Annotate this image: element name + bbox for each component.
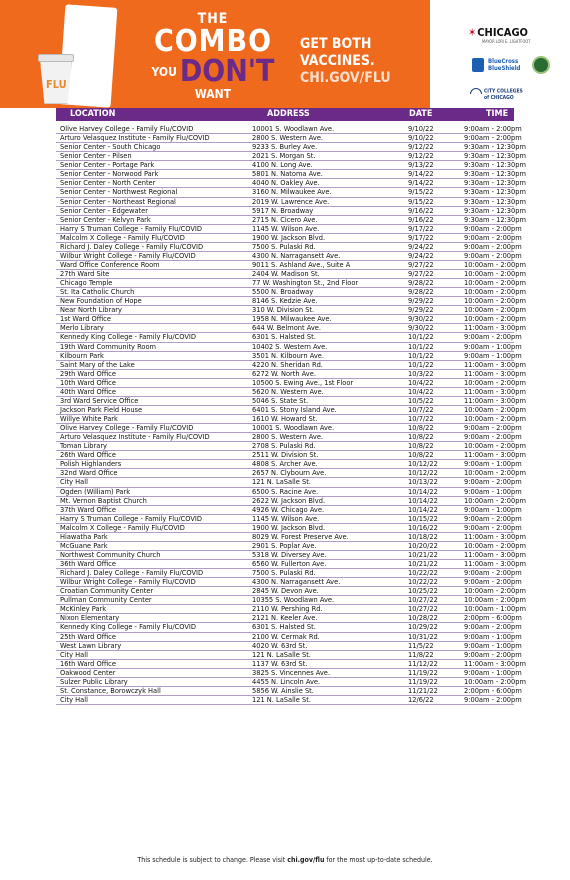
row-time: 9:00am - 2:00pm [464, 124, 522, 133]
row-location: West Lawn Library [60, 640, 122, 650]
bcbs-line2: BlueShield [488, 65, 521, 72]
row-location: Senior Center - Pilsen [60, 151, 132, 161]
row-date: 10/4/22 [408, 377, 434, 387]
row-address: 2110 W. Pershing Rd. [252, 604, 323, 614]
row-location: Senior Center - Northeast Regional [60, 196, 176, 206]
row-address: 8146 S. Kedzie Ave. [252, 296, 318, 306]
row-location: Arturo Velasquez Institute - Family Flu/COVID [60, 133, 210, 143]
row-location: Richard J. Daley College - Family Flu/COVID [60, 568, 204, 578]
row-date: 9/16/22 [408, 214, 434, 224]
row-time: 9:00am - 2:00pm [464, 232, 522, 242]
row-location: Wilbur Wright College - Family Flu/COVID [60, 250, 196, 260]
row-location: City Hall [60, 649, 88, 659]
county-seal-icon [532, 56, 550, 74]
row-address: 3825 S. Vincennes Ave. [252, 667, 331, 677]
row-address: 644 W. Belmont Ave. [252, 323, 321, 333]
row-date: 11/5/22 [408, 640, 434, 650]
row-time: 9:00am - 2:00pm [464, 250, 522, 260]
row-time: 9:30am - 12:30pm [464, 160, 526, 170]
row-time: 10:00am - 2:00pm [464, 414, 526, 423]
row-time: 9:00am - 1:00pm [464, 459, 522, 469]
row-address: 2021 S. Morgan St. [252, 151, 316, 161]
row-date: 10/8/22 [408, 423, 434, 433]
row-time: 10:00am - 2:00pm [464, 586, 526, 596]
row-address: 6301 S. Halsted St. [252, 332, 316, 342]
row-date: 9/30/22 [408, 314, 434, 324]
row-date: 10/21/22 [408, 549, 438, 559]
chicago-logo [468, 26, 530, 44]
row-location: Oakwood Center [60, 667, 116, 677]
row-location: Near North Library [60, 305, 122, 315]
row-date: 9/29/22 [408, 305, 434, 315]
row-time: 9:30am - 12:30pm [464, 187, 526, 197]
row-date: 10/29/22 [408, 622, 438, 632]
row-address: 4808 S. Archer Ave. [252, 459, 318, 469]
row-location: 19th Ward Community Room [60, 341, 156, 351]
row-location: Pullman Community Center [60, 595, 152, 605]
footer-note [0, 856, 570, 864]
row-date: 11/19/22 [408, 667, 438, 677]
row-address: 6500 S. Racine Ave. [252, 486, 319, 496]
row-date: 10/16/22 [408, 522, 438, 532]
row-address: 2100 W. Cermak Rd. [252, 631, 320, 641]
row-time: 9:00am - 2:00pm [464, 522, 522, 532]
row-date: 10/12/22 [408, 468, 438, 478]
row-location: Wilbur Wright College - Family Flu/COVID [60, 577, 196, 587]
row-time: 10:00am - 2:00pm [464, 287, 526, 297]
row-date: 10/7/22 [408, 414, 434, 423]
row-time: 9:00am - 1:00pm [464, 350, 522, 360]
row-time: 11:00am - 3:00pm [464, 323, 526, 333]
row-location: Merlo Library [60, 323, 104, 333]
row-location: Northwest Community Church [60, 549, 161, 559]
row-address: 77 W. Washington St., 2nd Floor [252, 278, 359, 288]
row-date: 10/1/22 [408, 341, 434, 351]
row-location: Willye White Park [60, 414, 118, 423]
row-time: 9:30am - 12:30pm [464, 142, 526, 152]
row-location: Jackson Park Field House [60, 404, 143, 414]
row-time: 9:00am - 1:00pm [464, 504, 522, 514]
row-location: Senior Center - Portage Park [60, 160, 155, 170]
row-time: 9:30am - 12:30pm [464, 151, 526, 161]
row-address: 2121 N. Keeler Ave. [252, 613, 318, 623]
banner [0, 0, 570, 108]
header-time: TIME [486, 109, 509, 119]
row-time: 9:30am - 12:30pm [464, 196, 526, 206]
chicago-star-icon: ✶ [468, 26, 477, 39]
row-time: 10:00am - 2:00pm [464, 296, 526, 306]
row-location: 29th Ward Office [60, 368, 116, 378]
row-address: 4020 W. 63rd St. [252, 640, 308, 650]
row-address: 5046 S. State St. [252, 395, 309, 405]
row-address: 2708 S. Pulaski Rd. [252, 441, 316, 451]
row-location: Senior Center - North Center [60, 178, 156, 188]
banner-orange-panel [0, 0, 430, 108]
row-address: 7500 S. Pulaski Rd. [252, 568, 316, 578]
row-time: 9:00am - 2:00pm [464, 241, 522, 251]
row-time: 9:00am - 1:00pm [464, 341, 522, 351]
row-address: 4300 N. Narragansett Ave. [252, 250, 341, 260]
row-time: 10:00am - 2:00pm [464, 314, 526, 324]
row-date: 9/12/22 [408, 142, 434, 152]
row-address: 10402 S. Western Ave. [252, 341, 328, 351]
row-address: 121 N. LaSalle St. [252, 477, 311, 487]
row-date: 10/5/22 [408, 395, 434, 405]
row-date: 9/10/22 [408, 124, 434, 133]
row-address: 10001 S. Woodlawn Ave. [252, 124, 335, 133]
row-date: 10/1/22 [408, 359, 434, 369]
row-date: 10/14/22 [408, 495, 438, 505]
row-date: 9/29/22 [408, 296, 434, 306]
row-address: 5318 W. Diversey Ave. [252, 549, 327, 559]
row-time: 9:30am - 12:30pm [464, 169, 526, 179]
row-address: 5801 N. Natoma Ave. [252, 169, 323, 179]
vaccines-line: VACCINES. [300, 53, 375, 69]
header-location: LOCATION [70, 109, 116, 119]
row-date: 10/3/22 [408, 368, 434, 378]
row-date: 10/15/22 [408, 513, 438, 523]
row-location: Senior Center - Northwest Regional [60, 187, 178, 197]
row-date: 9/17/22 [408, 232, 434, 242]
row-time: 10:00am - 2:00pm [464, 269, 526, 278]
row-time: 9:00am - 2:00pm [464, 133, 522, 143]
row-address: 2901 S. Poplar Ave. [252, 540, 317, 550]
row-address: 10001 S. Woodlawn Ave. [252, 423, 335, 433]
row-address: 6401 S. Stony Island Ave. [252, 404, 337, 414]
row-address: 2800 S. Western Ave. [252, 432, 324, 442]
row-address: 10355 S. Woodlawn Ave. [252, 595, 335, 605]
row-time: 9:30am - 12:30pm [464, 178, 526, 188]
row-address: 4300 N. Narragansett Ave. [252, 577, 341, 587]
row-location: Ogden (William) Park [60, 486, 131, 496]
row-date: 9/27/22 [408, 259, 434, 269]
row-date: 9/14/22 [408, 178, 434, 188]
row-location: Olive Harvey College - Family Flu/COVID [60, 423, 194, 433]
row-address: 2715 N. Cicero Ave. [252, 214, 318, 224]
bcbs-logo-text [488, 58, 520, 72]
row-date: 10/14/22 [408, 486, 438, 496]
bcbs-line1: BlueCross [488, 58, 519, 65]
row-location: Sulzer Public Library [60, 676, 128, 686]
row-date: 9/15/22 [408, 187, 434, 197]
row-location: 27th Ward Site [60, 269, 110, 278]
schedule-table [56, 124, 526, 705]
get-both-text [300, 36, 428, 87]
row-time: 10:00am - 2:00pm [464, 595, 526, 605]
row-location: Hiawatha Park [60, 531, 108, 541]
row-address: 3501 N. Kilbourn Ave. [252, 350, 324, 360]
row-location: Mt. Vernon Baptist Church [60, 495, 147, 505]
table-row [56, 694, 522, 705]
row-time: 2:00pm - 6:00pm [464, 685, 522, 695]
headline-you: YOU [151, 65, 177, 79]
row-time: 11:00am - 3:00pm [464, 658, 526, 668]
row-time: 9:00am - 1:00pm [464, 486, 522, 496]
row-date: 10/21/22 [408, 559, 438, 568]
row-time: 9:30am - 12:30pm [464, 214, 526, 224]
row-location: Polish Highlanders [60, 459, 122, 469]
row-date: 9/28/22 [408, 278, 434, 288]
row-time: 11:00am - 3:00pm [464, 359, 526, 369]
row-time: 9:00am - 1:00pm [464, 631, 522, 641]
row-address: 2511 W. Division St. [252, 450, 319, 460]
row-date: 10/8/22 [408, 441, 434, 451]
row-date: 10/28/22 [408, 613, 438, 623]
row-time: 11:00am - 3:00pm [464, 559, 526, 568]
row-date: 10/14/22 [408, 504, 438, 514]
row-address: 6560 W. Fullerton Ave. [252, 559, 327, 568]
row-date: 9/24/22 [408, 250, 434, 260]
row-date: 9/30/22 [408, 323, 434, 333]
row-address: 4100 N. Long Ave. [252, 160, 313, 170]
row-date: 10/13/22 [408, 477, 438, 487]
bcbs-shield-icon [472, 58, 484, 72]
cup-lid [38, 54, 74, 62]
row-date: 11/19/22 [408, 676, 438, 686]
row-location: Croatian Community Center [60, 586, 154, 596]
row-address: 8029 W. Forest Preserve Ave. [252, 531, 349, 541]
header-address: ADDRESS [267, 109, 310, 119]
row-date: 10/22/22 [408, 577, 438, 587]
row-location: Senior Center - South Chicago [60, 142, 161, 152]
row-location: Harry S Truman College - Family Flu/COVID [60, 223, 202, 233]
row-time: 9:00am - 2:00pm [464, 649, 522, 659]
row-time: 11:00am - 3:00pm [464, 531, 526, 541]
row-address: 6272 W. North Ave. [252, 368, 316, 378]
row-date: 10/7/22 [408, 404, 434, 414]
row-address: 10500 S. Ewing Ave., 1st Floor [252, 377, 354, 387]
row-time: 9:00am - 1:00pm [464, 667, 522, 677]
row-address: 2019 W. Lawrence Ave. [252, 196, 330, 206]
row-address: 4220 N. Sheridan Rd. [252, 359, 323, 369]
row-time: 11:00am - 3:00pm [464, 386, 526, 396]
chicago-logo-subtitle: MAYOR LORI E. LIGHTFOOT [482, 39, 531, 44]
row-time: 9:00am - 2:00pm [464, 568, 522, 578]
row-location: Kennedy King College - Family Flu/COVID [60, 332, 197, 342]
row-date: 9/12/22 [408, 151, 434, 161]
row-date: 10/4/22 [408, 386, 434, 396]
row-date: 10/8/22 [408, 432, 434, 442]
headline-want: WANT [194, 87, 232, 101]
row-address: 2800 S. Western Ave. [252, 133, 324, 143]
footer-after: for the most up-to-date schedule. [324, 856, 433, 864]
row-time: 10:00am - 2:00pm [464, 305, 526, 315]
row-date: 10/12/22 [408, 459, 438, 469]
row-address: 1145 W. Wilson Ave. [252, 513, 320, 523]
row-time: 10:00am - 1:00pm [464, 604, 526, 614]
row-time: 10:00am - 2:00pm [464, 495, 526, 505]
row-location: 3rd Ward Service Office [60, 395, 139, 405]
row-address: 9011 S. Ashland Ave., Suite A [252, 259, 351, 269]
row-time: 11:00am - 3:00pm [464, 549, 526, 559]
footer-link[interactable]: chi.gov/flu [287, 856, 325, 864]
row-date: 9/14/22 [408, 169, 434, 179]
row-date: 11/12/22 [408, 658, 438, 668]
row-time: 9:00am - 1:00pm [464, 640, 522, 650]
row-time: 9:00am - 2:00pm [464, 423, 522, 433]
row-time: 10:00am - 2:00pm [464, 441, 526, 451]
row-location: St. Ita Catholic Church [60, 287, 135, 297]
row-time: 11:00am - 3:00pm [464, 395, 526, 405]
row-time: 10:00am - 2:00pm [464, 278, 526, 288]
row-time: 10:00am - 2:00pm [464, 540, 526, 550]
row-location: Senior Center - Norwood Park [60, 169, 159, 179]
row-location: Harry S Truman College - Family Flu/COVID [60, 513, 202, 523]
row-address: 5856 W. Ainslie St. [252, 685, 314, 695]
row-time: 9:00am - 2:00pm [464, 694, 522, 704]
row-address: 5500 N. Broadway [252, 287, 314, 297]
row-address: 6301 S. Halsted St. [252, 622, 316, 632]
row-date: 11/8/22 [408, 649, 434, 659]
row-date: 10/8/22 [408, 450, 434, 460]
row-location: 25th Ward Office [60, 631, 116, 641]
row-date: 10/18/22 [408, 531, 438, 541]
row-time: 10:00am - 2:00pm [464, 404, 526, 414]
row-address: 121 N. LaSalle St. [252, 649, 311, 659]
ccc-line2: of CHICAGO [484, 94, 514, 101]
row-address: 1958 N. Milwaukee Ave. [252, 314, 332, 324]
row-time: 9:00am - 2:00pm [464, 622, 522, 632]
row-date: 10/1/22 [408, 350, 434, 360]
row-address: 1900 W. Jackson Blvd. [252, 522, 326, 532]
row-address: 2404 W. Madison St. [252, 269, 320, 278]
row-location: 26th Ward Office [60, 450, 116, 460]
row-date: 9/17/22 [408, 223, 434, 233]
row-location: Richard J. Daley College - Family Flu/COVID [60, 241, 204, 251]
row-time: 10:00am - 2:00pm [464, 676, 526, 686]
row-address: 5917 N. Broadway [252, 205, 314, 215]
row-address: 2845 W. Devon Ave. [252, 586, 319, 596]
ccc-line1: CITY COLLEGES [484, 88, 523, 95]
row-date: 10/31/22 [408, 631, 438, 641]
get-both-line: GET BOTH [300, 36, 372, 52]
row-location: Senior Center - Edgewater [60, 205, 148, 215]
row-location: 10th Ward Office [60, 377, 116, 387]
row-address: 1900 W. Jackson Blvd. [252, 232, 326, 242]
row-location: McKinley Park [60, 604, 107, 614]
row-time: 10:00am - 2:00pm [464, 377, 526, 387]
row-location: Olive Harvey College - Family Flu/COVID [60, 124, 194, 133]
flu-url[interactable]: CHI.GOV/FLU [300, 70, 391, 86]
row-date: 9/28/22 [408, 287, 434, 297]
row-time: 11:00am - 3:00pm [464, 450, 526, 460]
flu-cup-graphic [40, 50, 72, 104]
row-location: Ward Office Conference Room [60, 259, 160, 269]
row-time: 9:00am - 2:00pm [464, 477, 522, 487]
row-location: Kennedy King College - Family Flu/COVID [60, 622, 197, 632]
row-time: 9:00am - 2:00pm [464, 223, 522, 233]
headline-the: THE [197, 11, 229, 27]
row-date: 9/13/22 [408, 160, 434, 170]
row-time: 9:00am - 2:00pm [464, 332, 522, 342]
row-date: 10/25/22 [408, 586, 438, 596]
row-date: 12/6/22 [408, 694, 434, 704]
row-location: 37th Ward Office [60, 504, 116, 514]
row-location: Kilbourn Park [60, 350, 104, 360]
row-address: 1137 W. 63rd St. [252, 658, 308, 668]
row-address: 2622 W. Jackson Blvd. [252, 495, 326, 505]
row-location: 16th Ward Office [60, 658, 116, 668]
footer-before: This schedule is subject to change. Please visit [137, 856, 288, 864]
row-time: 9:00am - 2:00pm [464, 577, 522, 587]
row-address: 3160 N. Milwaukee Ave. [252, 187, 332, 197]
row-address: 9233 S. Burley Ave. [252, 142, 318, 152]
row-address: 4455 N. Lincoln Ave. [252, 676, 321, 686]
row-date: 10/27/22 [408, 604, 438, 614]
combo-headline [138, 12, 288, 100]
row-location: 36th Ward Office [60, 559, 116, 568]
row-address: 1145 W. Wilson Ave. [252, 223, 320, 233]
header-date: DATE [409, 109, 433, 119]
row-date: 9/24/22 [408, 241, 434, 251]
chicago-logo-text: CHICAGO [477, 26, 528, 39]
row-location: Saint Mary of the Lake [60, 359, 135, 369]
table-header [56, 108, 514, 121]
row-location: 40th Ward Office [60, 386, 116, 396]
row-date: 10/27/22 [408, 595, 438, 605]
row-time: 2:00pm - 6:00pm [464, 613, 522, 623]
row-date: 9/15/22 [408, 196, 434, 206]
row-time: 9:30am - 12:30pm [464, 205, 526, 215]
row-location: 32nd Ward Office [60, 468, 118, 478]
row-location: Toman Library [60, 441, 107, 451]
headline-dont: DON'T [179, 54, 275, 89]
row-time: 11:00am - 3:00pm [464, 368, 526, 378]
row-location: Arturo Velasquez Institute - Family Flu/COVID [60, 432, 210, 442]
row-address: 310 W. Division St. [252, 305, 315, 315]
row-date: 10/20/22 [408, 540, 438, 550]
row-location: Malcolm X College - Family Flu/COVID [60, 522, 185, 532]
row-location: New Foundation of Hope [60, 296, 142, 306]
row-location: 1st Ward Office [60, 314, 111, 324]
row-time: 9:00am - 2:00pm [464, 513, 522, 523]
row-time: 10:00am - 2:00pm [464, 468, 526, 478]
row-location: Malcolm X College - Family Flu/COVID [60, 232, 185, 242]
row-location: McGuane Park [60, 540, 108, 550]
row-address: 1610 W. Howard St. [252, 414, 318, 423]
row-location: City Hall [60, 694, 88, 704]
row-date: 10/22/22 [408, 568, 438, 578]
row-address: 2657 N. Clybourn Ave. [252, 468, 327, 478]
row-time: 9:00am - 2:00pm [464, 432, 522, 442]
row-date: 9/10/22 [408, 133, 434, 143]
headline-combo: COMBO [153, 24, 273, 59]
city-colleges-arch-icon [470, 88, 482, 94]
city-colleges-logo [470, 88, 523, 101]
row-address: 4926 W. Chicago Ave. [252, 504, 325, 514]
row-location: Senior Center - Kelvyn Park [60, 214, 151, 224]
row-location: City Hall [60, 477, 88, 487]
row-time: 10:00am - 2:00pm [464, 259, 526, 269]
row-location: Chicago Temple [60, 278, 113, 288]
row-date: 9/27/22 [408, 269, 434, 278]
row-location: St. Constance, Borowczyk Hall [60, 685, 161, 695]
row-address: 5620 N. Western Ave. [252, 386, 324, 396]
row-date: 9/16/22 [408, 205, 434, 215]
cup-label: FLU [46, 78, 67, 91]
row-address: 7500 S. Pulaski Rd. [252, 241, 316, 251]
row-address: 121 N. LaSalle St. [252, 694, 311, 704]
row-address: 4040 N. Oakley Ave. [252, 178, 320, 188]
row-date: 11/21/22 [408, 685, 438, 695]
row-location: Nixon Elementary [60, 613, 120, 623]
row-date: 10/1/22 [408, 332, 434, 342]
